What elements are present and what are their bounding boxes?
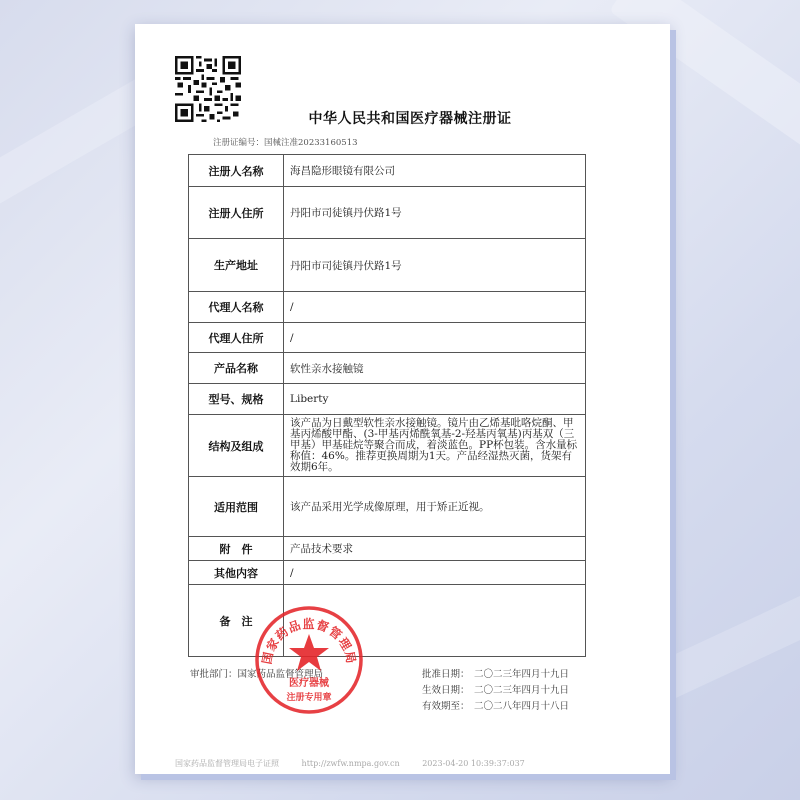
row-label: 代理人住所 — [189, 323, 284, 353]
row-label: 结构及组成 — [189, 415, 284, 477]
row-label: 附 件 — [189, 537, 284, 561]
row-label: 代理人名称 — [189, 292, 284, 323]
approval-department-label: 审批部门： — [190, 669, 238, 680]
star-icon — [289, 634, 329, 671]
row-label: 型号、规格 — [189, 384, 284, 415]
row-value: 丹阳市司徒镇丹伏路1号 — [284, 187, 586, 239]
registration-number — [213, 136, 358, 148]
approval-date — [422, 666, 569, 680]
approval-date-label: 批准日期： — [422, 669, 470, 680]
row-label: 注册人住所 — [189, 187, 284, 239]
table-row — [189, 323, 586, 353]
qr-code-icon — [175, 56, 241, 122]
effective-date-label: 生效日期： — [422, 685, 470, 696]
approval-date-value: 二〇二三年四月十九日 — [474, 669, 570, 680]
seal-text: 国家药品监督管理局 — [259, 617, 359, 666]
row-label: 注册人名称 — [189, 155, 284, 187]
table-row — [189, 353, 586, 384]
table-row — [189, 384, 586, 415]
table-row — [189, 477, 586, 537]
seal-subtext-2: 注册专用章 — [286, 693, 332, 703]
expiry-date-value: 二〇二八年四月十八日 — [474, 701, 570, 712]
row-value: 该产品为日戴型软性亲水接触镜。镜片由乙烯基吡咯烷酮、甲基丙烯酸甲酯、(3-甲基丙烯酰氧基-2-羟基丙氧基)丙基双（三甲基）甲基硅烷等聚合而成，着淡蓝色。PP杯包装。含水量标称值：46%。推荐更换周期为1天。产品经湿热灭菌，货架有效期6年。 — [284, 415, 586, 477]
row-label: 生产地址 — [189, 239, 284, 292]
row-label: 其他内容 — [189, 561, 284, 585]
row-value: 海昌隐形眼镜有限公司 — [284, 155, 586, 187]
effective-date — [422, 682, 569, 696]
official-seal — [253, 604, 365, 716]
table-row — [189, 155, 586, 187]
registration-number-label: 注册证编号： — [213, 138, 265, 148]
registration-table — [188, 154, 586, 657]
footer-timestamp: 2023-04-20 10:39:37:037 — [422, 759, 525, 768]
seal-subtext-1: 医疗器械 — [289, 678, 329, 689]
table-row — [189, 187, 586, 239]
table-row — [189, 292, 586, 323]
row-label: 适用范围 — [189, 477, 284, 537]
certificate-document — [135, 24, 670, 774]
row-value: / — [284, 323, 586, 353]
footer-issuer: 国家药品监督管理局电子证照 — [175, 759, 279, 768]
row-value: 软性亲水接触镜 — [284, 353, 586, 384]
table-row — [189, 561, 586, 585]
row-value: 该产品采用光学成像原理，用于矫正近视。 — [284, 477, 586, 537]
row-value: 丹阳市司徒镇丹伏路1号 — [284, 239, 586, 292]
table-row — [189, 537, 586, 561]
expiry-date-label: 有效期至： — [422, 701, 470, 712]
expiry-date — [422, 698, 569, 712]
approval-department-value: 国家药品监督管理局 — [237, 669, 324, 680]
row-value: Liberty — [284, 384, 586, 415]
effective-date-value: 二〇二三年四月十九日 — [474, 685, 570, 696]
row-value: / — [284, 292, 586, 323]
row-label: 备 注 — [189, 585, 284, 657]
registration-number-value: 国械注准20233160513 — [264, 138, 358, 148]
table-row — [189, 415, 586, 477]
table-row — [189, 585, 586, 657]
footer-url: http://zwfw.nmpa.gov.cn — [301, 759, 400, 768]
certificate-title: 中华人民共和国医疗器械注册证 — [308, 111, 512, 127]
row-label: 产品名称 — [189, 353, 284, 384]
table-row — [189, 239, 586, 292]
row-value: 产品技术要求 — [284, 537, 586, 561]
row-value: / — [284, 561, 586, 585]
footer-watermark — [175, 758, 635, 769]
